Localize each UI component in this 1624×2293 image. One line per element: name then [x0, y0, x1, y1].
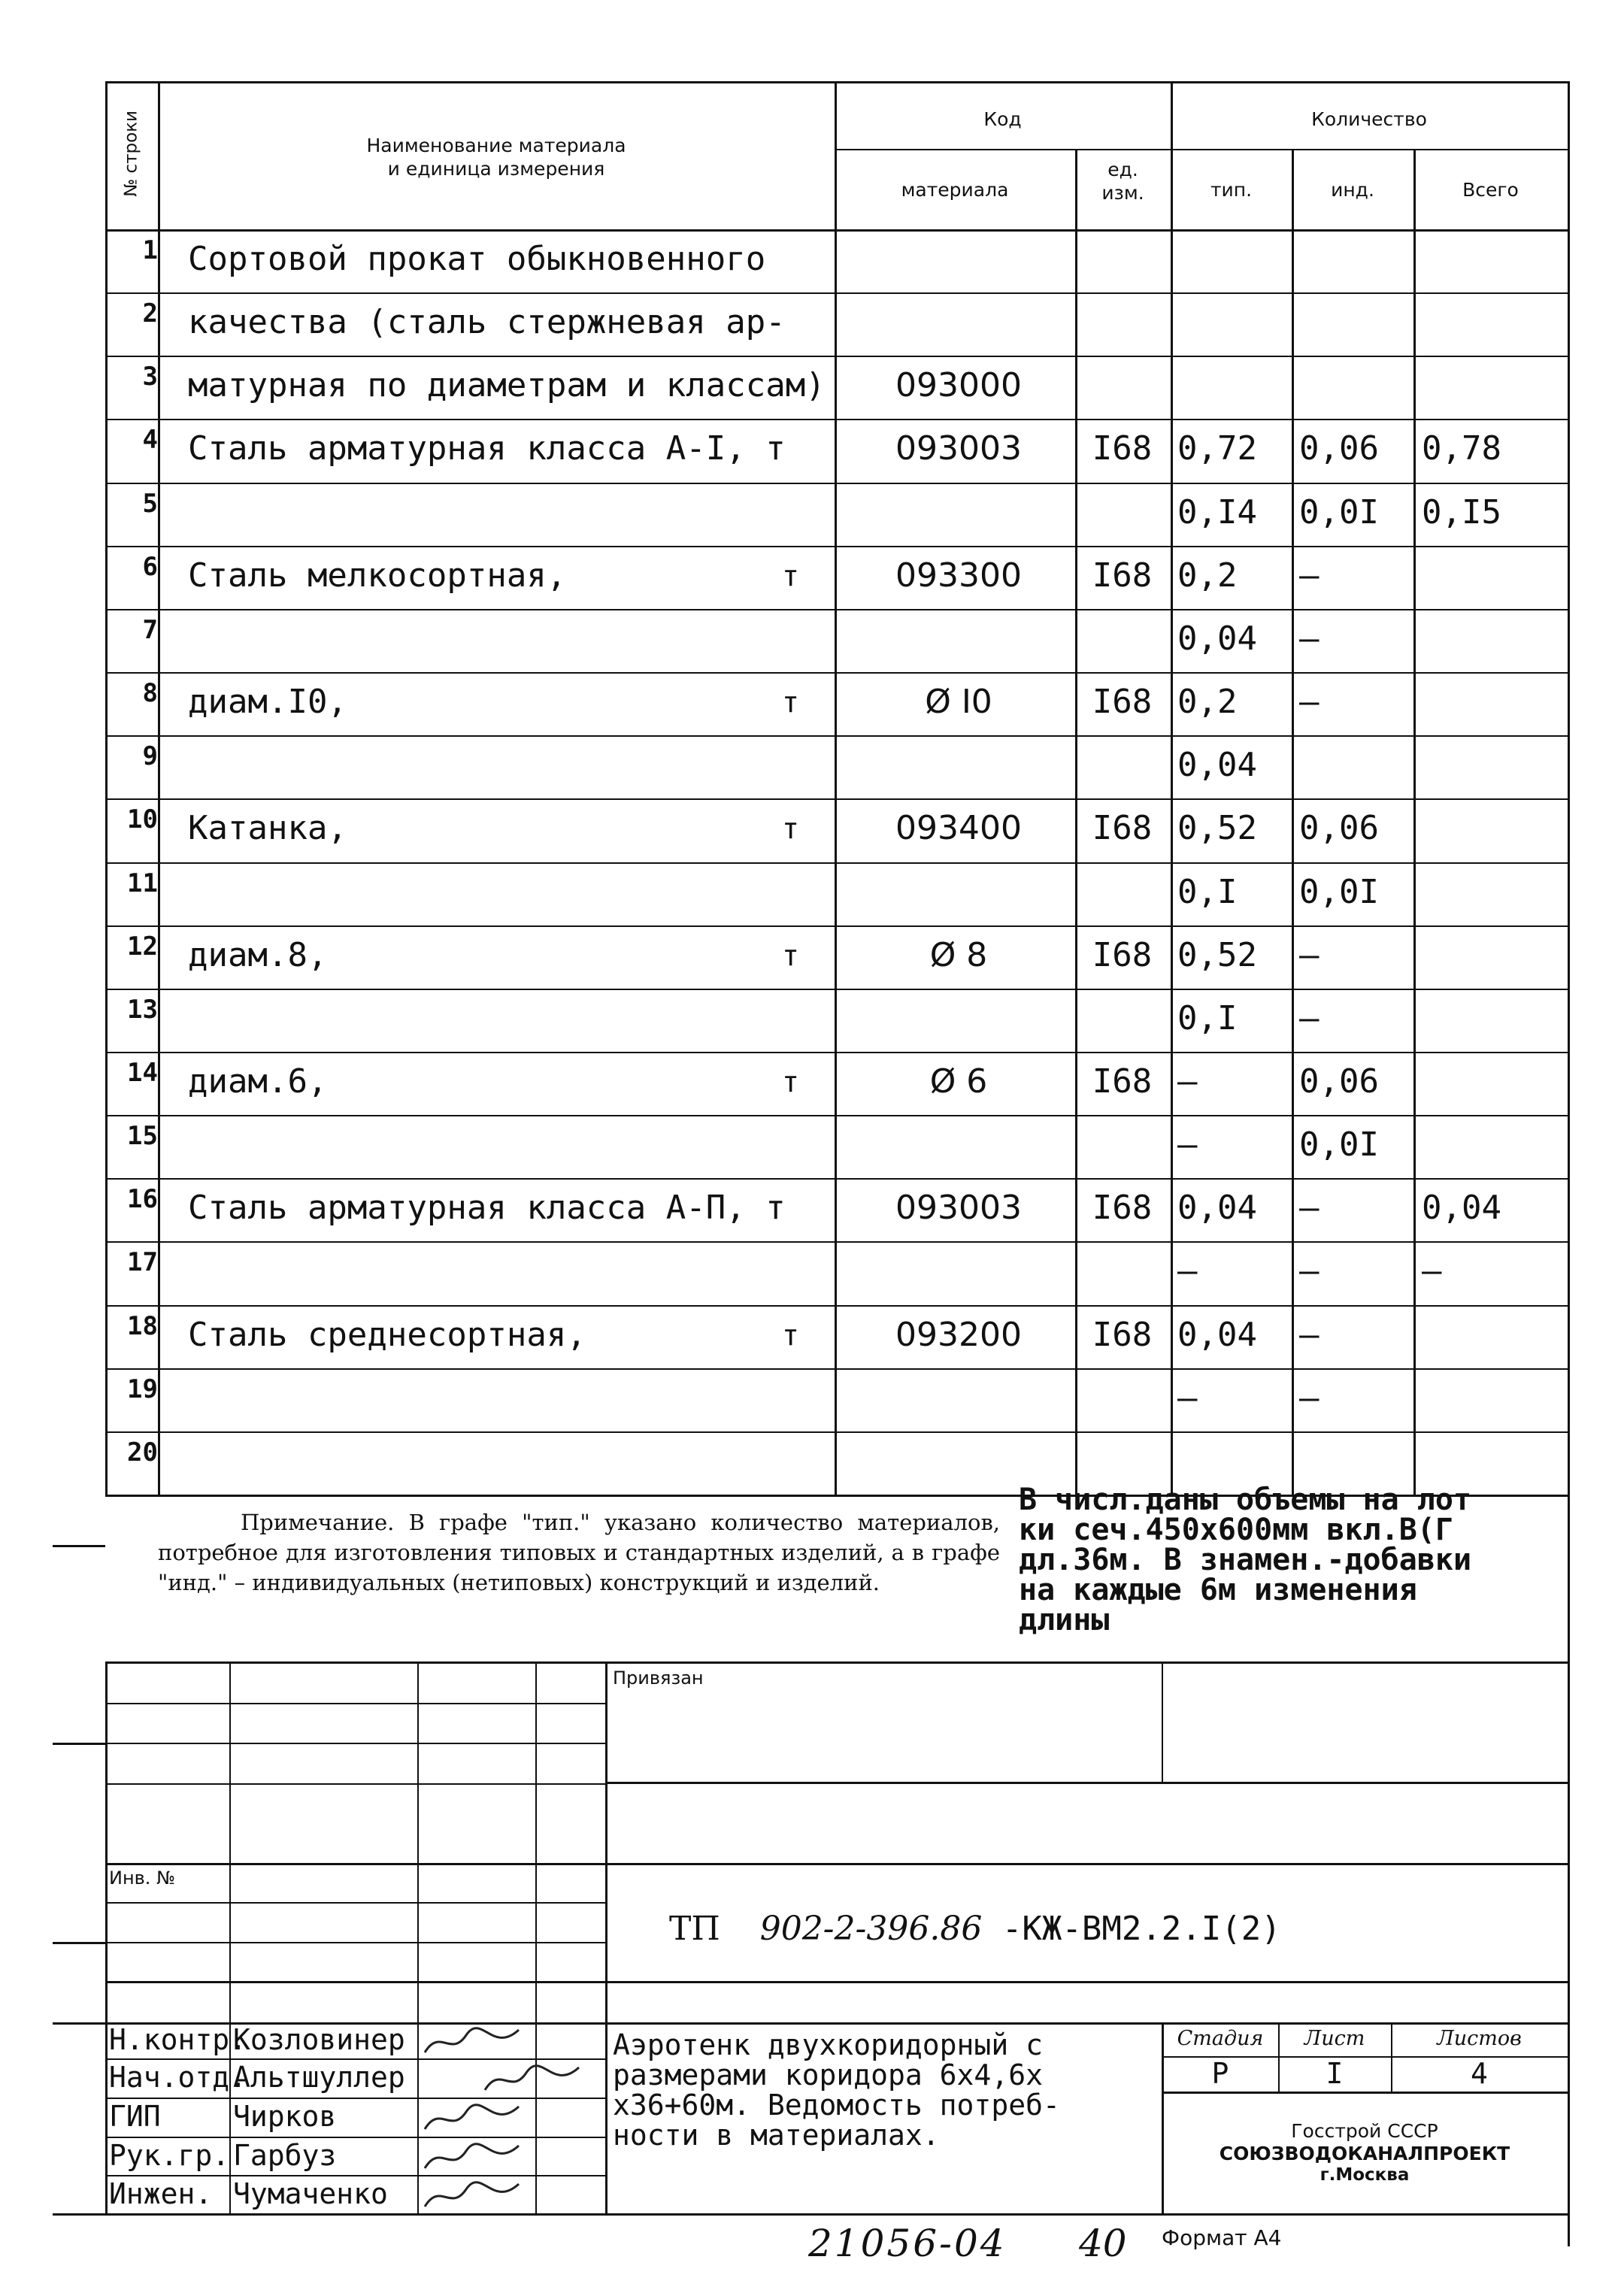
staff-name: Чумаченко: [233, 2177, 388, 2210]
doc-code-suffix: -КЖ-ВМ2.2.I(2): [1001, 1910, 1281, 1948]
staff-role: Н.контр.: [109, 2023, 247, 2056]
row-number: 6: [142, 552, 158, 582]
material-name: качества (сталь стержневая ар-: [188, 303, 786, 341]
row-number: 16: [127, 1184, 158, 1214]
qty-ind: –: [1299, 1189, 1320, 1227]
header-name: Наименование материала и единица измерения: [366, 135, 626, 180]
header-code: Код: [983, 108, 1022, 130]
signature-mark: [421, 2140, 526, 2176]
staff-role: Инжен.: [109, 2177, 213, 2210]
row-number: 18: [127, 1311, 158, 1341]
org-name: СОЮЗВОДОКАНАЛПРОЕКТ: [1219, 2143, 1510, 2164]
qty-ind: –: [1299, 999, 1320, 1037]
staff-role: Нач.отд.: [109, 2061, 247, 2094]
material-name: Сталь арматурная класса А-П, т: [188, 1189, 786, 1227]
description-line: Аэротенк двухкоридорный с: [613, 2028, 1043, 2061]
doc-code-hand: 902-2-396.86: [759, 1910, 983, 1948]
staff-name: Чирков: [233, 2100, 337, 2133]
material-code: 093003: [895, 1189, 1022, 1227]
note-typed-line: В числ.даны объемы на лот: [1019, 1483, 1472, 1517]
qty-ind: –: [1299, 1316, 1320, 1354]
material-name: диам.8,: [188, 936, 328, 974]
org-gosstroy: Госстрой СССР: [1291, 2120, 1438, 2142]
qty-typ: –: [1177, 1062, 1198, 1101]
note-typed-line: длины: [1019, 1603, 1110, 1637]
material-name: Сортовой прокат обыкновенного: [188, 240, 766, 278]
row-number: 20: [127, 1437, 158, 1468]
qty-total: –: [1422, 1252, 1442, 1290]
row-number: 5: [142, 489, 158, 519]
page-number: 40: [1079, 2222, 1127, 2265]
sheet-label: Лист: [1304, 2027, 1365, 2050]
qty-typ: –: [1177, 1379, 1198, 1417]
row-number: 7: [142, 615, 158, 645]
sheet-description: [613, 2030, 1060, 2150]
qty-total: 0,04: [1422, 1189, 1501, 1227]
material-name: Сталь арматурная класса А-I, т: [188, 429, 786, 468]
material-name: матурная по диаметрам и классам): [188, 366, 826, 404]
note-printed: Примечание. В графе "тип." указано количество материалов, потребное для изготовления типовых и стандартных изделий, а в графе "инд." – индивидуальных (нетиповых) конструкций и изделий.: [158, 1510, 1000, 1595]
unit-letter: т: [782, 939, 799, 972]
qty-ind: –: [1299, 556, 1320, 595]
qty-typ: 0,04: [1177, 1316, 1257, 1354]
row-number: 19: [127, 1374, 158, 1404]
unit-code: I68: [1092, 429, 1153, 468]
staff-name: Козловинер: [233, 2023, 405, 2056]
unit-letter: т: [782, 812, 799, 845]
archive-number: 21056-04: [808, 2222, 1007, 2265]
unit-letter: т: [782, 686, 799, 719]
row-number: 10: [127, 804, 158, 835]
row-number: 12: [127, 931, 158, 962]
inv-label: Инв. №: [109, 1867, 176, 1889]
unit-letter: т: [782, 1319, 799, 1352]
sheets-value: 4: [1471, 2057, 1488, 2090]
note-typed: [1019, 1485, 1568, 1635]
qty-typ: –: [1177, 1125, 1198, 1164]
qty-ind: –: [1299, 619, 1320, 658]
material-code: Ø I0: [925, 683, 992, 721]
document-code: [669, 1910, 1281, 1948]
material-name: Катанка,: [188, 809, 347, 847]
qty-typ: 0,2: [1177, 556, 1238, 595]
row-number: 4: [142, 425, 158, 455]
qty-total: 0,I5: [1422, 493, 1501, 532]
qty-typ: 0,2: [1177, 683, 1238, 721]
signature-mark: [481, 2061, 586, 2098]
sheet-value: I: [1326, 2057, 1344, 2090]
qty-ind: –: [1299, 1252, 1320, 1290]
material-code: Ø 6: [929, 1062, 988, 1101]
unit-code: I68: [1092, 1316, 1153, 1354]
staff-role: ГИП: [109, 2100, 161, 2133]
row-number: 17: [127, 1247, 158, 1277]
description-line: х36+60м. Ведомость потреб-: [613, 2089, 1060, 2122]
qty-ind: –: [1299, 936, 1320, 974]
qty-ind: –: [1299, 683, 1320, 721]
row-number: 8: [142, 678, 158, 708]
qty-typ: 0,I: [1177, 873, 1238, 911]
sheets-label: Листов: [1437, 2027, 1522, 2050]
qty-typ: 0,I4: [1177, 493, 1257, 532]
unit-code: I68: [1092, 936, 1153, 974]
material-name: Сталь мелкосортная,: [188, 556, 567, 595]
material-code: 093000: [895, 366, 1022, 404]
qty-ind: 0,0I: [1299, 1125, 1379, 1164]
stage-label: Стадия: [1177, 2027, 1264, 2050]
unit-letter: т: [782, 559, 799, 592]
material-name: диам.6,: [188, 1062, 328, 1101]
qty-ind: 0,0I: [1299, 873, 1379, 911]
material-code: Ø 8: [929, 936, 988, 974]
row-number: 11: [127, 868, 158, 898]
qty-typ: –: [1177, 1252, 1198, 1290]
row-number: 1: [142, 235, 158, 265]
unit-code: I68: [1092, 1189, 1153, 1227]
qty-ind: 0,06: [1299, 1062, 1379, 1101]
staff-name: Альтшуллер: [233, 2061, 405, 2094]
qty-ind: 0,06: [1299, 429, 1379, 468]
unit-code: I68: [1092, 556, 1153, 595]
material-name: Сталь среднесортная,: [188, 1316, 586, 1354]
material-code: 093300: [895, 556, 1022, 595]
description-line: ности в материалах.: [613, 2119, 940, 2152]
description-line: размерами коридора 6х4,6х: [613, 2058, 1043, 2092]
qty-typ: 0,72: [1177, 429, 1257, 468]
doc-code-prefix: ТП: [669, 1910, 720, 1948]
header-typ: тип.: [1210, 179, 1253, 201]
row-number: 15: [127, 1121, 158, 1151]
header-unit: ед. изм.: [1101, 159, 1144, 204]
material-name: диам.I0,: [188, 683, 347, 721]
signature-mark: [421, 2024, 526, 2060]
unit-code: I68: [1092, 683, 1153, 721]
staff-name: Гарбуз: [233, 2139, 337, 2172]
row-number: 14: [127, 1058, 158, 1088]
qty-ind: 0,0I: [1299, 493, 1379, 532]
header-total: Всего: [1462, 179, 1519, 201]
header-ind: инд.: [1331, 179, 1374, 201]
row-number: 2: [142, 298, 158, 329]
stage-value: Р: [1211, 2057, 1229, 2090]
material-code: 093400: [895, 809, 1022, 847]
signature-mark: [421, 2101, 526, 2137]
qty-typ: 0,04: [1177, 1189, 1257, 1227]
signature-mark: [421, 2178, 526, 2214]
qty-ind: 0,06: [1299, 809, 1379, 847]
org-city: г.Москва: [1320, 2165, 1410, 2185]
qty-typ: 0,52: [1177, 809, 1257, 847]
unit-letter: т: [782, 1065, 799, 1098]
privyazan-label: Привязан: [613, 1667, 704, 1689]
qty-typ: 0,04: [1177, 619, 1257, 658]
row-number: 13: [127, 995, 158, 1025]
material-code: 093003: [895, 429, 1022, 468]
material-code: 093200: [895, 1316, 1022, 1354]
row-number: 3: [142, 362, 158, 392]
qty-ind: –: [1299, 1379, 1320, 1417]
note-typed-line: ки сеч.450х600мм вкл.В(Г: [1019, 1513, 1453, 1547]
header-material: материала: [901, 179, 1009, 201]
header-quantity: Количество: [1311, 108, 1427, 130]
unit-code: I68: [1092, 1062, 1153, 1101]
header-row-no: № строки: [121, 110, 141, 197]
qty-typ: 0,52: [1177, 936, 1257, 974]
unit-code: I68: [1092, 809, 1153, 847]
note-typed-line: дл.36м. В знамен.-добавки: [1019, 1543, 1472, 1577]
qty-typ: 0,04: [1177, 746, 1257, 784]
staff-role: Рук.гр.: [109, 2139, 230, 2172]
format-label: Формат А4: [1162, 2225, 1282, 2250]
note-typed-line: на каждые 6м изменения: [1019, 1573, 1417, 1607]
row-number: 9: [142, 741, 158, 771]
qty-typ: 0,I: [1177, 999, 1238, 1037]
qty-total: 0,78: [1422, 429, 1501, 468]
